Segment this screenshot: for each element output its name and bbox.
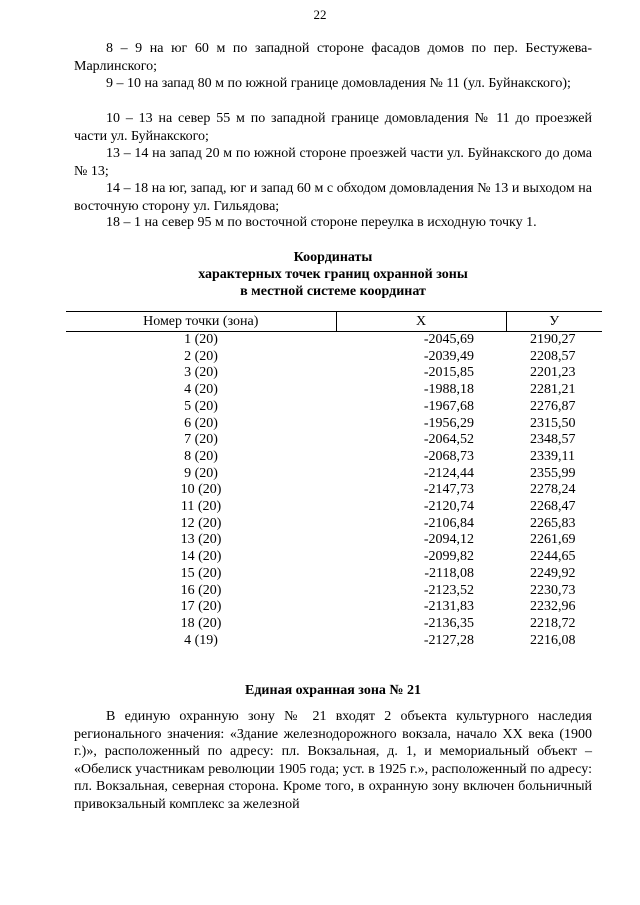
x-cell: -2015,85 — [423, 365, 474, 381]
paragraph-text: 9 – 10 на запад 80 м по южной границе домовладения № 11 (ул. Буйнакского); — [106, 76, 571, 91]
point-number-cell: 7 (20) — [184, 432, 218, 448]
point-number-cell: 11 (20) — [180, 499, 222, 515]
y-cell: 2201,23 — [530, 365, 576, 381]
table-row — [66, 566, 602, 583]
coords-heading-line-2: характерных точек границ охранной зоны — [198, 267, 468, 282]
point-number-cell: 14 (20) — [180, 549, 222, 565]
table-row — [66, 466, 602, 483]
paragraph-text: 10 – 13 на север 55 м по западной границе домовладения № 11 до проезжей части ул. Буйнакского; — [74, 111, 592, 144]
y-cell: 2216,08 — [530, 632, 576, 648]
x-cell: -2120,74 — [423, 499, 474, 515]
point-number-cell: 18 (20) — [180, 615, 222, 631]
paragraph-18-1 — [74, 214, 592, 232]
x-cell: -2094,12 — [423, 532, 474, 548]
coords-heading-line-1: Координаты — [293, 250, 373, 265]
coords-heading — [74, 249, 592, 300]
y-cell: 2190,27 — [530, 332, 576, 347]
zone21-title: Единая охранная зона № 21 — [245, 683, 421, 698]
y-cell: 2278,24 — [530, 482, 576, 498]
x-cell: -2064,52 — [423, 432, 474, 448]
point-number-cell: 12 (20) — [180, 515, 222, 531]
x-cell: -2068,73 — [423, 448, 474, 464]
table-row — [66, 416, 602, 433]
paragraph-text: 18 – 1 на север 95 м по восточной стороне переулка в исходную точку 1. — [106, 215, 537, 230]
table-row — [66, 482, 602, 499]
x-cell: -1988,18 — [423, 382, 474, 398]
point-number-cell: 16 (20) — [180, 582, 222, 598]
table-row — [66, 532, 602, 549]
x-cell: -2106,84 — [423, 515, 474, 531]
table-row — [66, 499, 602, 516]
coordinates-table-body — [66, 332, 602, 650]
paragraph-8-9 — [74, 40, 592, 75]
zone21-description — [74, 708, 592, 814]
point-number-cell: 3 (20) — [184, 365, 218, 381]
table-row — [66, 332, 602, 349]
point-number-cell: 13 (20) — [180, 532, 222, 548]
table-row — [66, 583, 602, 600]
table-row — [66, 599, 602, 616]
point-number-cell: 15 (20) — [180, 565, 222, 581]
x-cell: -2099,82 — [423, 549, 474, 565]
x-cell: -2045,69 — [423, 332, 474, 347]
paragraph-9-10 — [74, 75, 592, 93]
point-number-cell: 5 (20) — [184, 398, 218, 414]
y-cell: 2339,11 — [530, 448, 575, 464]
y-cell: 2208,57 — [530, 348, 576, 364]
y-cell: 2218,72 — [530, 615, 576, 631]
y-cell: 2265,83 — [530, 515, 576, 531]
x-cell: -1956,29 — [423, 415, 474, 431]
point-number-cell: 1 (20) — [184, 332, 218, 347]
y-cell: 2261,69 — [530, 532, 576, 548]
x-cell: -2131,83 — [423, 599, 474, 615]
coords-heading-line-3: в местной системе координат — [240, 284, 426, 299]
y-cell: 2276,87 — [530, 398, 576, 414]
point-number-cell: 10 (20) — [180, 482, 222, 498]
x-cell: -2124,44 — [423, 465, 474, 481]
y-cell: 2268,47 — [530, 499, 576, 515]
x-cell: -2136,35 — [423, 615, 474, 631]
table-row — [66, 365, 602, 382]
paragraph-text: 8 – 9 на юг 60 м по западной стороне фасадов домов по пер. Бестужева-Марлинского; — [74, 41, 592, 74]
paragraph-text: 14 – 18 на юг, запад, юг и запад 60 м с обходом домовладения № 13 и выходом на восточную сторону ул. Гильядова; — [74, 181, 592, 214]
x-cell: -2127,28 — [423, 632, 474, 648]
header-point-number: Номер точки (зона) — [66, 312, 336, 332]
table-row — [66, 399, 602, 416]
header-y: У — [506, 312, 602, 332]
y-cell: 2348,57 — [530, 432, 576, 448]
y-cell: 2315,50 — [530, 415, 576, 431]
table-row — [66, 432, 602, 449]
table-row — [66, 549, 602, 566]
x-cell: -2039,49 — [423, 348, 474, 364]
x-cell: -2123,52 — [423, 582, 474, 598]
y-cell: 2355,99 — [530, 465, 576, 481]
point-number-cell: 8 (20) — [184, 448, 218, 464]
x-cell: -2147,73 — [423, 482, 474, 498]
table-row — [66, 633, 602, 650]
paragraph-14-18 — [74, 180, 592, 215]
y-cell: 2232,96 — [530, 599, 576, 615]
point-number-cell: 17 (20) — [180, 599, 222, 615]
table-row — [66, 449, 602, 466]
zone21-text: В единую охранную зону № 21 входят 2 объекта культурного наследия регионального значения: «Здание железнодорожного вокзала, начало XX века (1900 г.)», расположенный по адресу: пл. Вокзальная, д. 1, и мемориальный объект – «Обелиск участникам революции 1905 года; уст. в 1925 г.», расположенный по адресу: пл. Вокзальная, северная сторона. Кроме того, в охранную зону включен больничный привокзальный комплекс за железной — [74, 709, 592, 812]
y-cell: 2281,21 — [530, 382, 576, 398]
table-row — [66, 616, 602, 633]
y-cell: 2230,73 — [530, 582, 576, 598]
point-number-cell: 2 (20) — [184, 348, 218, 364]
table-row — [66, 349, 602, 366]
y-cell: 2249,92 — [530, 565, 576, 581]
table-header-row — [66, 312, 602, 332]
coordinates-table — [66, 311, 602, 649]
paragraph-text: 13 – 14 на запад 20 м по южной стороне проезжей части ул. Буйнакского до дома № 13; — [74, 146, 592, 179]
point-number-cell: 4 (20) — [184, 382, 218, 398]
x-cell: -1967,68 — [423, 398, 474, 414]
point-number-cell: 4 (19) — [184, 632, 218, 648]
point-number-cell: 6 (20) — [184, 415, 218, 431]
table-row — [66, 382, 602, 399]
y-cell: 2244,65 — [530, 549, 576, 565]
point-number-cell: 9 (20) — [184, 465, 218, 481]
paragraph-10-13 — [74, 110, 592, 145]
x-cell: -2118,08 — [424, 565, 474, 581]
page-number: 22 — [313, 7, 327, 22]
header-x: X — [336, 312, 506, 332]
paragraph-13-14 — [74, 145, 592, 180]
table-row — [66, 516, 602, 533]
